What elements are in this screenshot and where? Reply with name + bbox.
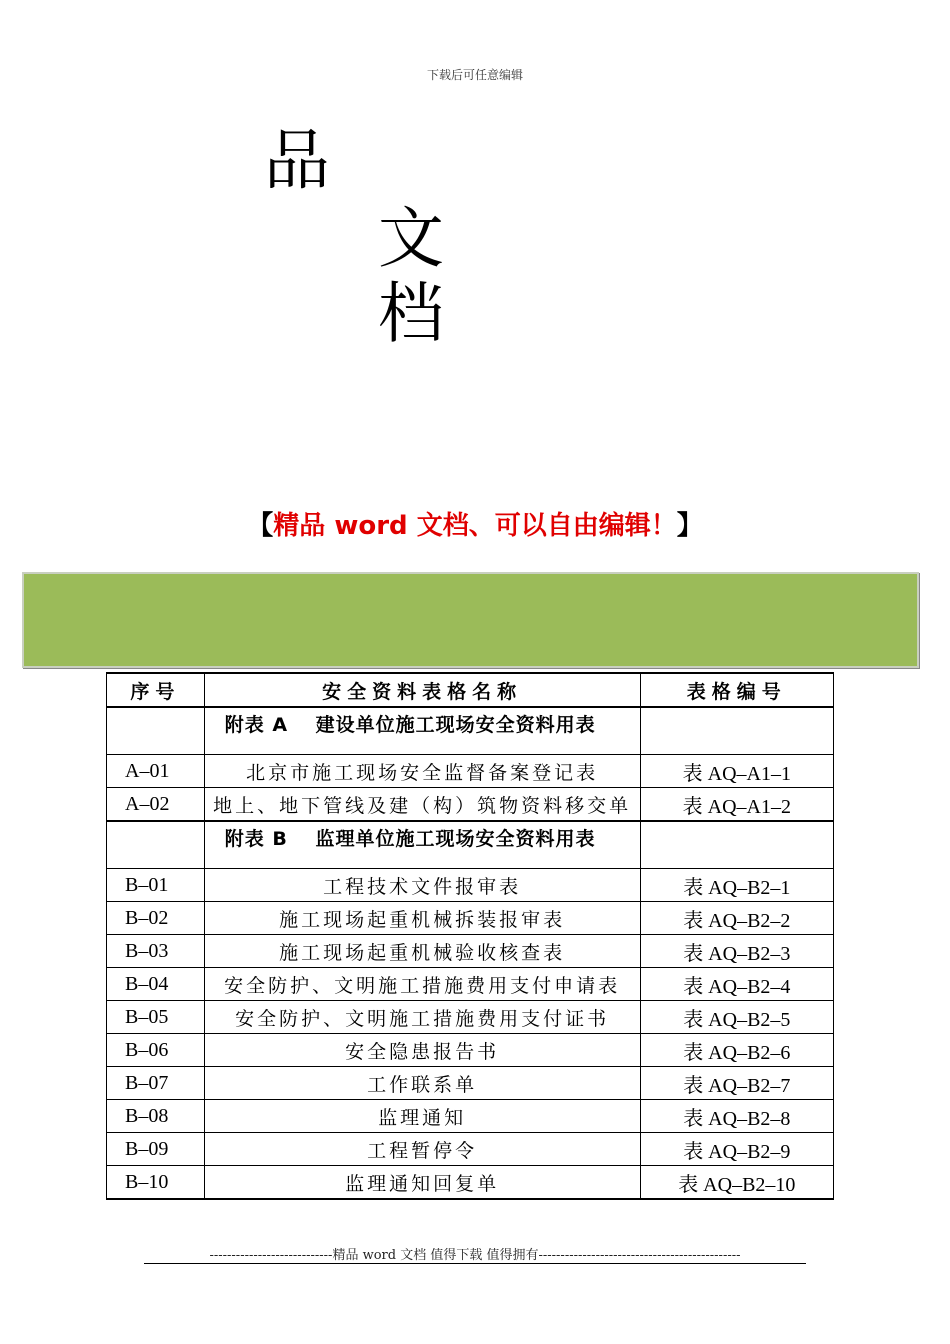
- row-no: B–01: [107, 869, 205, 902]
- row-code: 表 AQ–B2–10: [640, 1166, 833, 1200]
- row-name: 监理通知回复单: [204, 1166, 640, 1200]
- safety-forms-table: [106, 672, 834, 1200]
- header-name: 安全资料表格名称: [204, 673, 640, 707]
- table-row: [107, 1034, 834, 1067]
- header-code: 表格编号: [640, 673, 833, 707]
- row-no: A–01: [107, 755, 205, 788]
- row-no: B–09: [107, 1133, 205, 1166]
- row-code: 表 AQ–A1–2: [640, 788, 833, 822]
- row-no: B–02: [107, 902, 205, 935]
- table-row: [107, 869, 834, 902]
- row-code: 表 AQ–B2–2: [640, 902, 833, 935]
- table-header-row: [107, 673, 834, 707]
- table-row: [107, 1100, 834, 1133]
- row-code: 表 AQ–B2–9: [640, 1133, 833, 1166]
- row-no: B–08: [107, 1100, 205, 1133]
- row-code: 表 AQ–B2–7: [640, 1067, 833, 1100]
- title-char-2: 文: [378, 200, 444, 277]
- table-row: [107, 968, 834, 1001]
- row-no: B–04: [107, 968, 205, 1001]
- row-no: B–07: [107, 1067, 205, 1100]
- row-name: 地上、地下管线及建（构）筑物资料移交单: [204, 788, 640, 822]
- table-row: [107, 1001, 834, 1034]
- section-empty-cell: [640, 821, 833, 869]
- row-name: 安全防护、文明施工措施费用支付证书: [204, 1001, 640, 1034]
- row-code: 表 AQ–B2–4: [640, 968, 833, 1001]
- section-empty-cell: [107, 821, 205, 869]
- table-row: [107, 788, 834, 822]
- row-code: 表 AQ–B2–1: [640, 869, 833, 902]
- slogan-text: 精品 word 文档、可以自由编辑！: [273, 511, 677, 541]
- section-title: 附表 B 监理单位施工现场安全资料用表: [204, 821, 640, 869]
- row-no: B–05: [107, 1001, 205, 1034]
- table-row: [107, 755, 834, 788]
- row-name: 施工现场起重机械拆装报审表: [204, 902, 640, 935]
- row-name: 安全隐患报告书: [204, 1034, 640, 1067]
- row-code: 表 AQ–B2–5: [640, 1001, 833, 1034]
- table-row: [107, 902, 834, 935]
- row-no: B–10: [107, 1166, 205, 1200]
- section-header-row: [107, 821, 834, 869]
- row-name: 北京市施工现场安全监督备案登记表: [204, 755, 640, 788]
- row-code: 表 AQ–A1–1: [640, 755, 833, 788]
- row-no: A–02: [107, 788, 205, 822]
- footer-rule: [144, 1263, 806, 1264]
- row-no: B–06: [107, 1034, 205, 1067]
- header-note: 下载后可任意编辑: [426, 68, 523, 82]
- title-char-1: 品: [264, 122, 330, 199]
- slogan: [0, 505, 950, 542]
- table-row: [107, 1067, 834, 1100]
- row-name: 监理通知: [204, 1100, 640, 1133]
- row-code: 表 AQ–B2–6: [640, 1034, 833, 1067]
- row-no: B–03: [107, 935, 205, 968]
- row-name: 工程技术文件报审表: [204, 869, 640, 902]
- row-code: 表 AQ–B2–3: [640, 935, 833, 968]
- section-empty-cell: [640, 707, 833, 755]
- green-banner: [22, 572, 919, 668]
- row-name: 工程暂停令: [204, 1133, 640, 1166]
- section-empty-cell: [107, 707, 205, 755]
- header-no: 序号: [107, 673, 205, 707]
- title-char-3: 档: [378, 275, 444, 352]
- slogan-open-bracket: 【: [247, 511, 274, 541]
- row-code: 表 AQ–B2–8: [640, 1100, 833, 1133]
- table-row: [107, 935, 834, 968]
- table-row: [107, 1166, 834, 1200]
- row-name: 施工现场起重机械验收核查表: [204, 935, 640, 968]
- table-row: [107, 1133, 834, 1166]
- section-title: 附表 A 建设单位施工现场安全资料用表: [204, 707, 640, 755]
- slogan-close-bracket: 】: [676, 511, 703, 541]
- section-header-row: [107, 707, 834, 755]
- footer-text: ----------------------------精品 word 文档 值得下载 值得拥有----------------------------------------------: [209, 1248, 741, 1263]
- row-name: 工作联系单: [204, 1067, 640, 1100]
- row-name: 安全防护、文明施工措施费用支付申请表: [204, 968, 640, 1001]
